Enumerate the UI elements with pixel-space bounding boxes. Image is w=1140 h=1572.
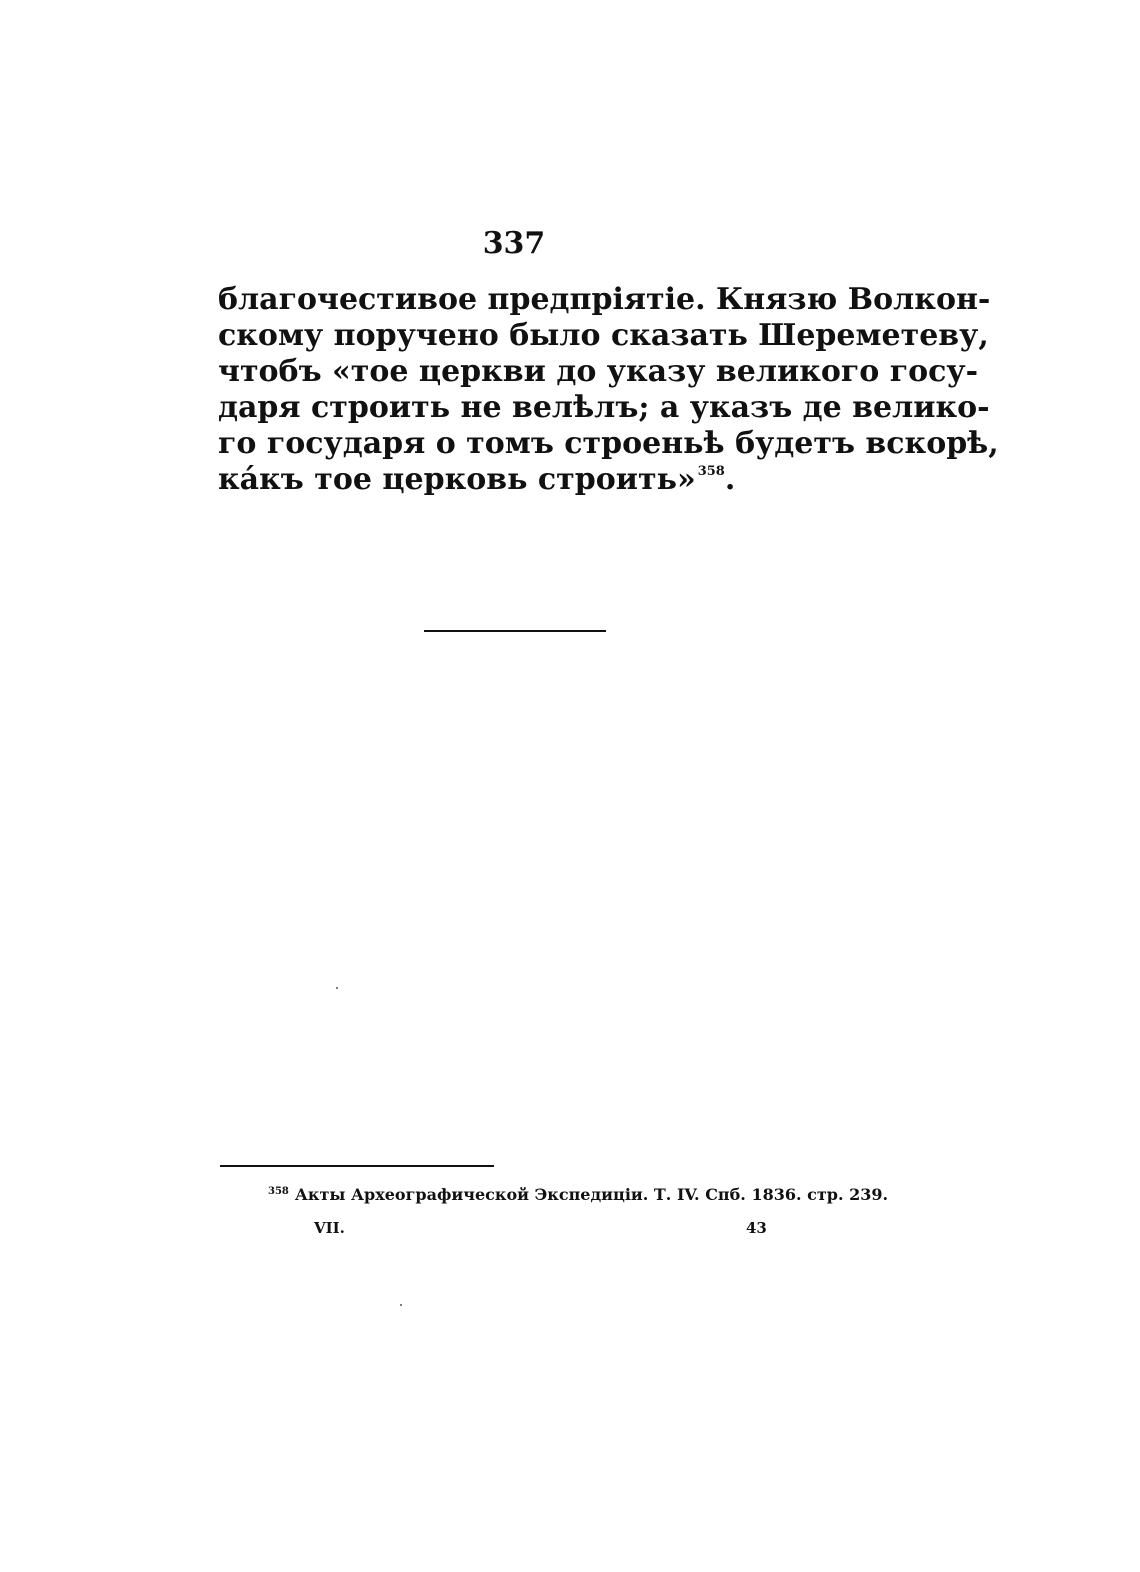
section-divider	[424, 630, 606, 632]
footnote-text: Акты Археографической Экспедиціи. Т. IV. Спб. 1836. стр. 239.	[294, 1185, 889, 1204]
body-line: чтобъ «тое церкви до указу великого госу-	[218, 354, 979, 389]
page-number: 337	[482, 226, 546, 261]
footnote-divider	[220, 1165, 494, 1167]
print-speck	[336, 987, 338, 989]
body-line: благочестивое предпріятіе. Князю Волкон-	[218, 282, 991, 317]
body-line-text: ка́къ тое церковь строить»	[218, 462, 696, 497]
body-line: скому поручено было сказать Шереметеву,	[218, 318, 989, 353]
print-speck	[400, 1304, 402, 1306]
body-line: го государя о томъ строеньѣ будетъ вскорѣ,	[218, 426, 999, 461]
body-line-end: .	[724, 462, 736, 497]
footnote	[268, 1184, 889, 1206]
body-paragraph	[218, 282, 999, 498]
body-line-last	[218, 462, 812, 498]
body-line: даря строить не велѣлъ; а указъ де велико-	[218, 390, 990, 425]
footnote-reference: 358	[697, 464, 725, 479]
sheet-number: 43	[746, 1219, 767, 1237]
footnote-marker: 358	[268, 1186, 289, 1197]
signature-mark: VII.	[314, 1219, 345, 1237]
